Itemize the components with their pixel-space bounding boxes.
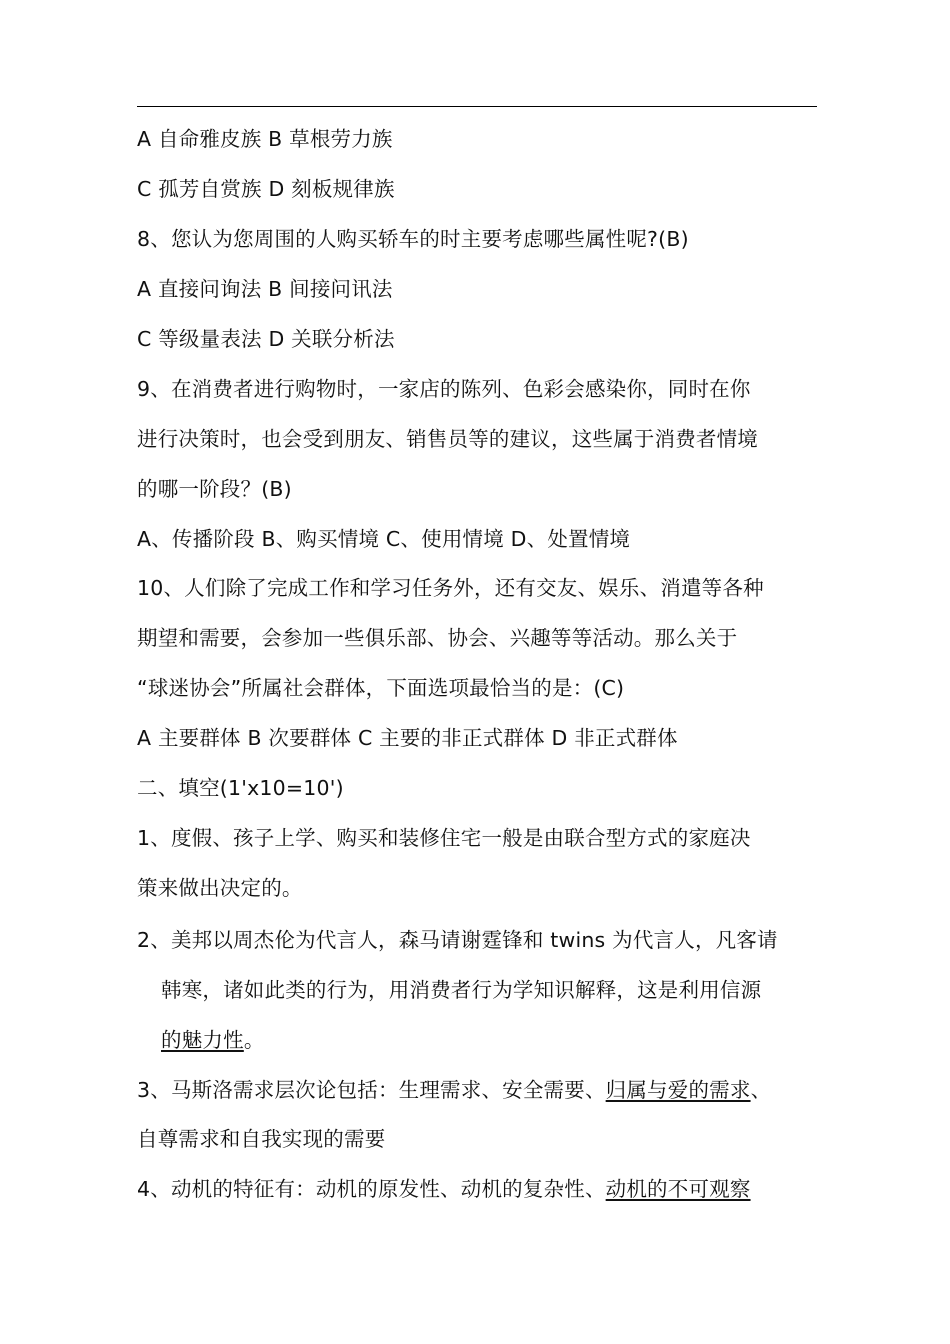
question-8: 8、您认为您周围的人购买轿车的时主要考虑哪些属性呢?(B): [137, 227, 689, 251]
fill-in-3-continued: 自尊需求和自我实现的需要: [137, 1127, 386, 1151]
question-9: 9、在消费者进行购物时，一家店的陈列、色彩会感染你，同时在你: [137, 377, 751, 401]
answer-options-line: A 直接问询法 B 间接问讯法: [137, 277, 393, 301]
fill-in-2-continued: 韩寒，诸如此类的行为，用消费者行为学知识解释，这是利用信源: [161, 978, 762, 1002]
fill-answer: 动机的不可观察: [605, 1177, 751, 1201]
fill-in-2: 2、美邦以周杰伦为代言人，森马请谢霆锋和 twins 为代言人，凡客请: [137, 928, 778, 952]
fill-answer: 归属与爱的需求: [605, 1078, 751, 1102]
header-rule: [137, 106, 817, 107]
section-heading: 二、填空(1'x10=10'): [137, 776, 344, 800]
fill-in-4-text: 4、动机的特征有：动机的原发性、动机的复杂性、: [137, 1177, 606, 1201]
fill-in-2-continued: [161, 1025, 265, 1055]
fill-in-1: 1、度假、孩子上学、购买和装修住宅一般是由联合型方式的家庭决: [137, 826, 751, 850]
answer-options-line: C 孤芳自赏族 D 刻板规律族: [137, 177, 395, 201]
question-9-continued: 的哪一阶段？(B): [137, 477, 292, 501]
punctuation: 、: [750, 1078, 772, 1102]
question-10-continued: “球迷协会”所属社会群体，下面选项最恰当的是：(C): [137, 676, 625, 700]
fill-in-3: [137, 1075, 771, 1105]
answer-options-line: A 自命雅皮族 B 草根劳力族: [137, 127, 393, 151]
punctuation: 。: [243, 1028, 265, 1052]
question-10-continued: 期望和需要，会参加一些俱乐部、协会、兴趣等等活动。那么关于: [137, 626, 738, 650]
question-9-continued: 进行决策时，也会受到朋友、销售员等的建议，这些属于消费者情境: [137, 427, 758, 451]
fill-in-4: [137, 1174, 751, 1204]
fill-answer: 的魅力性: [161, 1028, 244, 1052]
answer-options-line: A、传播阶段 B、购买情境 C、使用情境 D、处置情境: [137, 527, 631, 551]
answer-options-line: C 等级量表法 D 关联分析法: [137, 327, 395, 351]
answer-options-line: A 主要群体 B 次要群体 C 主要的非正式群体 D 非正式群体: [137, 726, 678, 750]
question-10: 10、人们除了完成工作和学习任务外，还有交友、娱乐、消遣等各种: [137, 576, 764, 600]
fill-in-3-text: 3、马斯洛需求层次论包括：生理需求、安全需要、: [137, 1078, 606, 1102]
fill-in-1-continued: 策来做出决定的。: [137, 876, 303, 900]
